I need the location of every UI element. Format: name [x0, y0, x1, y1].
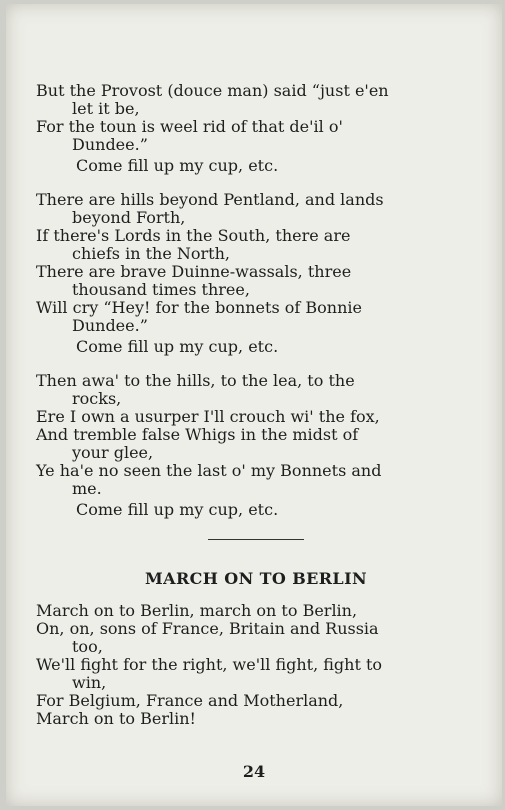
refrain-line: Come fill up my cup, etc. [76, 337, 279, 356]
verse-line: There are hills beyond Pentland, and lands [36, 190, 384, 209]
verse-line: me. [72, 479, 102, 498]
verse-line: March on to Berlin! [36, 709, 196, 728]
verse-line: Dundee.” [72, 135, 148, 154]
verse-line: March on to Berlin, march on to Berlin, [36, 601, 358, 620]
page-number: 24 [242, 762, 266, 781]
verse-line: If there's Lords in the South, there are [36, 226, 351, 245]
verse-line: rocks, [72, 389, 122, 408]
verse-line: There are brave Duinne-wassals, three [36, 262, 352, 281]
song-title: MARCH ON TO BERLIN [145, 569, 367, 588]
verse-line: beyond Forth, [72, 208, 186, 227]
stanza-march [36, 602, 476, 728]
stanza-2 [36, 191, 476, 356]
stanza-1 [36, 82, 476, 175]
section-divider [208, 539, 304, 540]
book-page [6, 4, 502, 806]
refrain-line: Come fill up my cup, etc. [76, 500, 279, 519]
verse-line: too, [72, 637, 103, 656]
stanza-3 [36, 372, 476, 519]
verse-line: And tremble false Whigs in the midst of [36, 425, 359, 444]
verse-line: Ere I own a usurper I'll crouch wi' the fox, [36, 407, 380, 426]
verse-line: We'll fight for the right, we'll fight, fight to [36, 655, 383, 674]
verse-line: thousand times three, [72, 280, 250, 299]
verse-line: Will cry “Hey! for the bonnets of Bonnie [36, 298, 362, 317]
verse-line: For Belgium, France and Motherland, [36, 691, 344, 710]
verse-line: On, on, sons of France, Britain and Russia [36, 619, 379, 638]
verse-line: Dundee.” [72, 316, 148, 335]
verse-line: chiefs in the North, [72, 244, 230, 263]
verse-line: your glee, [72, 443, 154, 462]
verse-line: But the Provost (douce man) said “just e'en [36, 81, 389, 100]
verse-line: Ye ha'e no seen the last o' my Bonnets and [36, 461, 382, 480]
verse-line: Then awa' to the hills, to the lea, to the [36, 371, 355, 390]
refrain-line: Come fill up my cup, etc. [76, 156, 279, 175]
verse-line: win, [72, 673, 107, 692]
verse-line: For the toun is weel rid of that de'il o' [36, 117, 343, 136]
verse-line: let it be, [72, 99, 140, 118]
page-content [36, 82, 476, 744]
